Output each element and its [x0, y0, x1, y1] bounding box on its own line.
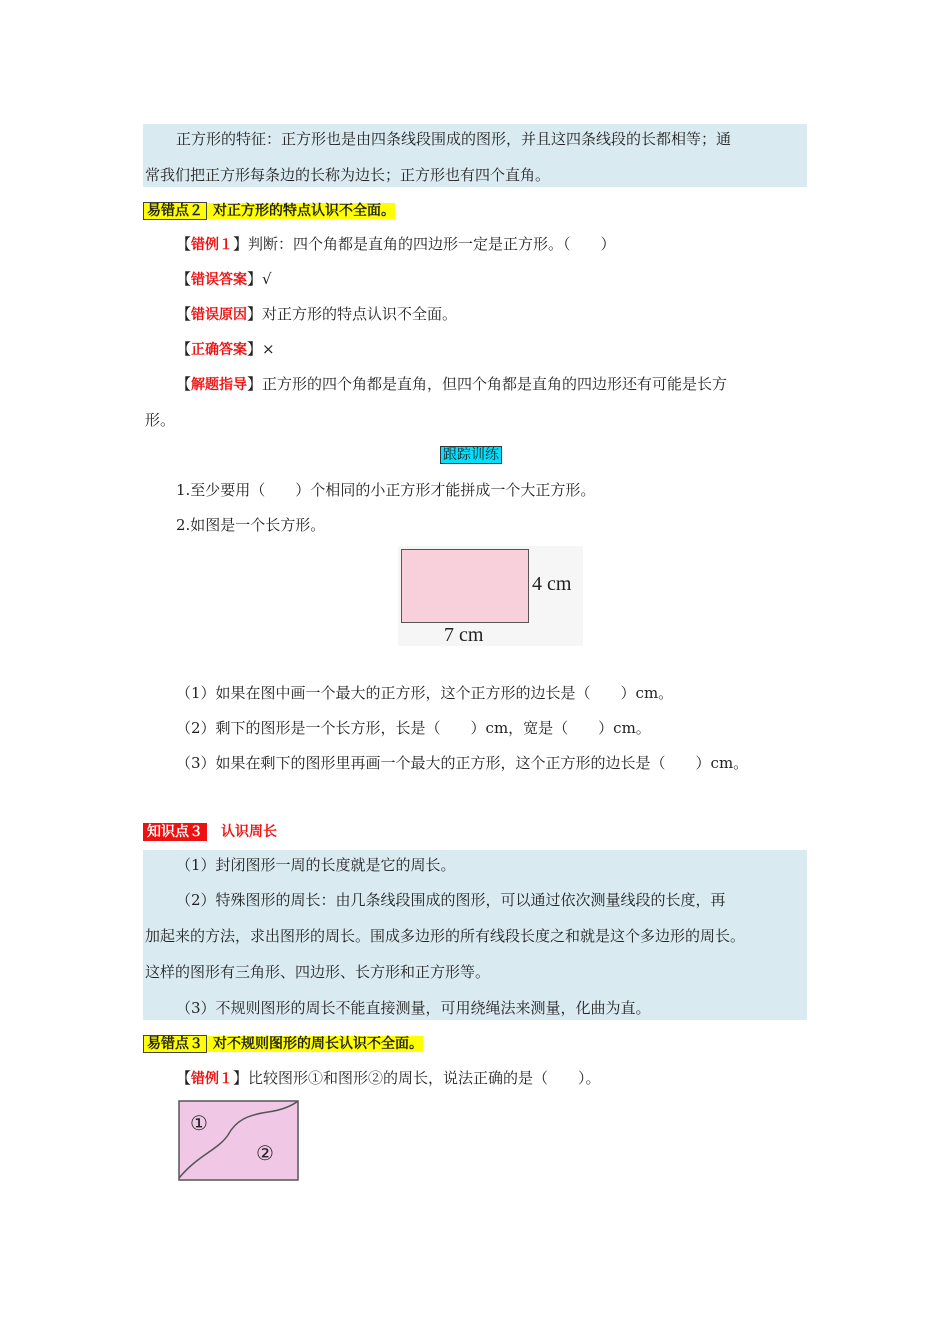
track-sub-question-2: （2）剩下的图形是一个长方形，长是（ ）cm，宽是（ ）cm。	[176, 719, 651, 737]
mistake-point-2-title: 对正方形的特点认识不全面。	[207, 203, 395, 219]
track-sub-question-3: （3）如果在剩下的图形里再画一个最大的正方形，这个正方形的边长是（ ）cm。	[176, 754, 749, 772]
example-1-question: 【错例１】判断：四个角都是直角的四边形一定是正方形。（ ）	[176, 235, 616, 253]
wrong-reason-line: 【错误原因】对正方形的特点认识不全面。	[176, 305, 458, 323]
wrong-reason-label: 错误原因	[191, 307, 248, 323]
perimeter-point-3: （3）不规则图形的周长不能直接测量，可用绕绳法来测量，化曲为直。	[176, 999, 651, 1017]
mistake-point-3-title: 对不规则图形的周长认识不全面。	[207, 1036, 423, 1052]
square-features-line1: 正方形的特征：正方形也是由四条线段围成的图形，并且这四条线段的长都相等；通	[176, 130, 732, 148]
wrong-answer-label: 错误答案	[191, 272, 248, 288]
rectangle-height-label: 4 cm	[532, 573, 572, 595]
track-sub-question-1: （1）如果在图中画一个最大的正方形，这个正方形的边长是（ ）cm。	[176, 684, 674, 702]
tracking-training-title: 跟踪训练	[440, 446, 502, 464]
track-question-2: 2.如图是一个长方形。	[176, 516, 326, 534]
rectangle-figure	[398, 546, 583, 646]
knowledge-point-3-tag: 知识点３	[143, 823, 207, 841]
guide-label: 解题指导	[191, 377, 248, 393]
mistake-point-3-tag: 易错点３	[143, 1035, 207, 1053]
wrong-answer-line: 【错误答案】√	[176, 270, 272, 288]
perimeter-point-2-line1: （2）特殊图形的周长：由几条线段围成的图形，可以通过依次测量线段的长度，再	[176, 891, 726, 909]
irregular-shapes-figure	[178, 1100, 300, 1182]
correct-answer-line: 【正确答案】×	[176, 340, 275, 358]
mistake-point-2-heading	[143, 200, 395, 221]
shape-2-label: ②	[256, 1141, 274, 1165]
wrong-answer-value: √	[262, 270, 272, 288]
mistake-point-2-tag: 易错点２	[143, 202, 207, 220]
knowledge-point-3-heading	[143, 821, 277, 842]
wrong-reason-value: 对正方形的特点认识不全面。	[262, 305, 458, 323]
correct-answer-label: 正确答案	[191, 342, 248, 358]
irregular-shapes-svg	[178, 1100, 300, 1182]
rectangle-shape	[401, 549, 529, 623]
square-features-line2: 常我们把正方形每条边的长称为边长；正方形也有四个直角。	[145, 166, 551, 184]
mistake-point-3-heading	[143, 1033, 423, 1054]
example-2-label: 错例１	[191, 1071, 234, 1087]
perimeter-point-1: （1）封闭图形一周的长度就是它的周长。	[176, 856, 456, 874]
knowledge-point-3-title: 认识周长	[221, 824, 277, 840]
rectangle-width-label: 7 cm	[444, 624, 484, 646]
example-2-question: 【错例１】比较图形①和图形②的周长，说法正确的是（ ）。	[176, 1069, 601, 1087]
guide-line-1: 【解题指导】正方形的四个角都是直角，但四个角都是直角的四边形还有可能是长方	[176, 375, 728, 393]
track-question-1: 1.至少要用（ ）个相同的小正方形才能拼成一个大正方形。	[176, 481, 596, 499]
guide-line-2: 形。	[145, 411, 176, 429]
example-2-text: 比较图形①和图形②的周长，说法正确的是（ ）。	[248, 1069, 601, 1087]
guide-text-1: 正方形的四个角都是直角，但四个角都是直角的四边形还有可能是长方	[262, 375, 728, 393]
tracking-training-heading	[440, 444, 502, 465]
shape-1-label: ①	[190, 1111, 208, 1135]
correct-answer-value: ×	[262, 340, 275, 358]
example-1-label: 错例１	[191, 237, 234, 253]
perimeter-point-2-line2: 加起来的方法，求出图形的周长。围成多边形的所有线段长度之和就是这个多边形的周长。	[145, 927, 746, 945]
example-1-text: 判断：四个角都是直角的四边形一定是正方形。（ ）	[248, 235, 616, 253]
perimeter-point-2-line3: 这样的图形有三角形、四边形、长方形和正方形等。	[145, 963, 491, 981]
